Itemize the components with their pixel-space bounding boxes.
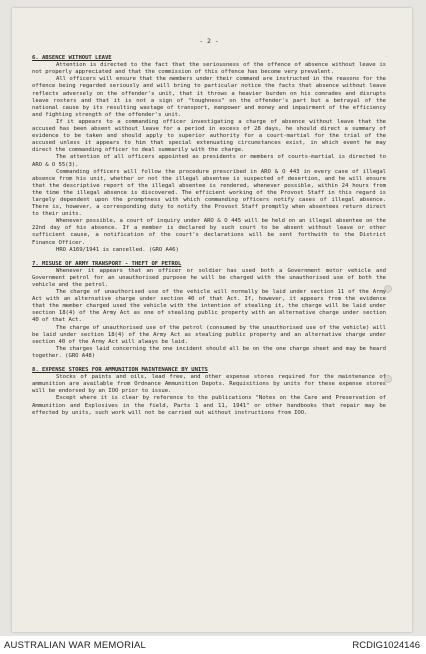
section-heading: 6. ABSENCE WITHOUT LEAVE xyxy=(32,55,112,62)
paragraph: The charge of unauthorised use of the petrol (consumed by the unauthorised use of the vehicle) will be laid under section 18(4) of the Army Act as stealing public property and an alternative charge under section 40 of the Army Act will always be laid. xyxy=(32,324,386,345)
paragraph: The charge of unauthorised use of the vehicle will normally be laid under section 11 of the Army Act with an alternative charge under section 40 of that Act. If, however, it appears from the evidence that the member charged used the vehicle with the intention of stealing it, the charge will be laid under section 18(4) of the Army Act as one of stealing public property with an alternative charge under section 40 of that Act. xyxy=(32,289,386,324)
section-absence-without-leave xyxy=(32,55,386,254)
section-misuse-of-army-transport xyxy=(32,261,386,360)
paragraph: Except where it is clear by reference to the publications "Notes on the Care and Preservation of Ammunition and Explosives in the field, Parts 1 and 11, 1941" or other handbooks that repair may be effected by units, such work will not be carried out without instructions from IOO. xyxy=(32,395,386,416)
footer-source: AUSTRALIAN WAR MEMORIAL xyxy=(4,640,147,651)
paragraph: Commanding officers will follow the procedure prescribed in ARO & O 443 in every case of illegal absence from his unit, whether or not the illegal absentee is suspected of desertion, and he will ensure that the descriptive report of the illegal absentee is rendered, whenever possible, within 24 hours from the time the illegal absence is discovered. The efficient working of the Provost Staff in this regard is largely dependent upon the promptness with which commanding officers notify cases of illegal absence. There is, however, a corresponding duty to notify the Provost Staff promptly when absentees return direct to their units. xyxy=(32,168,386,218)
paragraph: Stocks of paints and oils, lead free, and other expense stores required for the maintenance of ammunition are available from Ordnance Ammunition Depots. Requisitions by units for these expense stores will be endorsed by an IOO prior to issue. xyxy=(32,374,386,395)
paragraph: The attention of all officers appointed as presidents or members of courts-martial is directed to ARO & O 55(3). xyxy=(32,154,386,168)
paragraph: Whenever possible, a court of inquiry under ARO & O 445 will be held on an illegal absentee on the 22nd day of his absence. If a member is declared by such court to be absent without leave or other sufficient cause, a notification of the court's declarations will be sent forthwith to the District Finance Officer. xyxy=(32,218,386,246)
archive-footer xyxy=(0,638,426,654)
section-heading: 8. EXPENSE STORES FOR AMMUNITION MAINTENANCE BY UNITS xyxy=(32,367,208,374)
paragraph: If it appears to a commanding officer investigating a charge of absence without leave that the accused has been absent without leave for a period in excess of 28 days, he should direct a summary of evidence to be taken and should apply to superior authority for a court-martial for the trial of the accused unless it appears to him that special extenuating circumstances exist, in which event he may direct the commanding officer to deal summarily with the charge. xyxy=(32,118,386,154)
footer-record-id: RCDIG1024146 xyxy=(352,640,420,651)
paragraph: Whenever it appears that an officer or soldier has used both a Government motor vehicle and Government petrol for an unauthorised purpose he will be charged with the unauthorised use of both the vehicle and the petrol. xyxy=(32,267,386,288)
paragraph: HRO A169/1941 is cancelled. (GRO A46) xyxy=(56,246,179,253)
document-body xyxy=(32,38,386,417)
paragraph: The charges laid concerning the one incident should all be on the one charge sheet and may be heard together. (GRO A48) xyxy=(32,345,386,359)
section-expense-stores xyxy=(32,367,386,417)
section-heading: 7. MISUSE OF ARMY TRANSPORT - THEFT OF PETROL xyxy=(32,260,182,267)
paragraph: All officers will ensure that the members under their command are instructed in the reasons for the offence being regarded seriously and will bring to particular notice the facts that absence without leave reflects adversely on the offender's unit, that it throws a heavier burden on his comrades and disrupts leave rosters and that it is not a sign of "toughness" on the offender's part but a betrayal of the national cause by its resulting wastage of transport, manpower and money and impairment of the efficiency and fighting strength of the offender's unit. xyxy=(32,76,386,118)
page-number: - 2 - xyxy=(199,37,219,45)
paragraph: Attention is directed to the fact that the seriousness of the offence of absence without leave is not properly appreciated and that the commission of this offence has become very prevalent. xyxy=(32,62,386,76)
